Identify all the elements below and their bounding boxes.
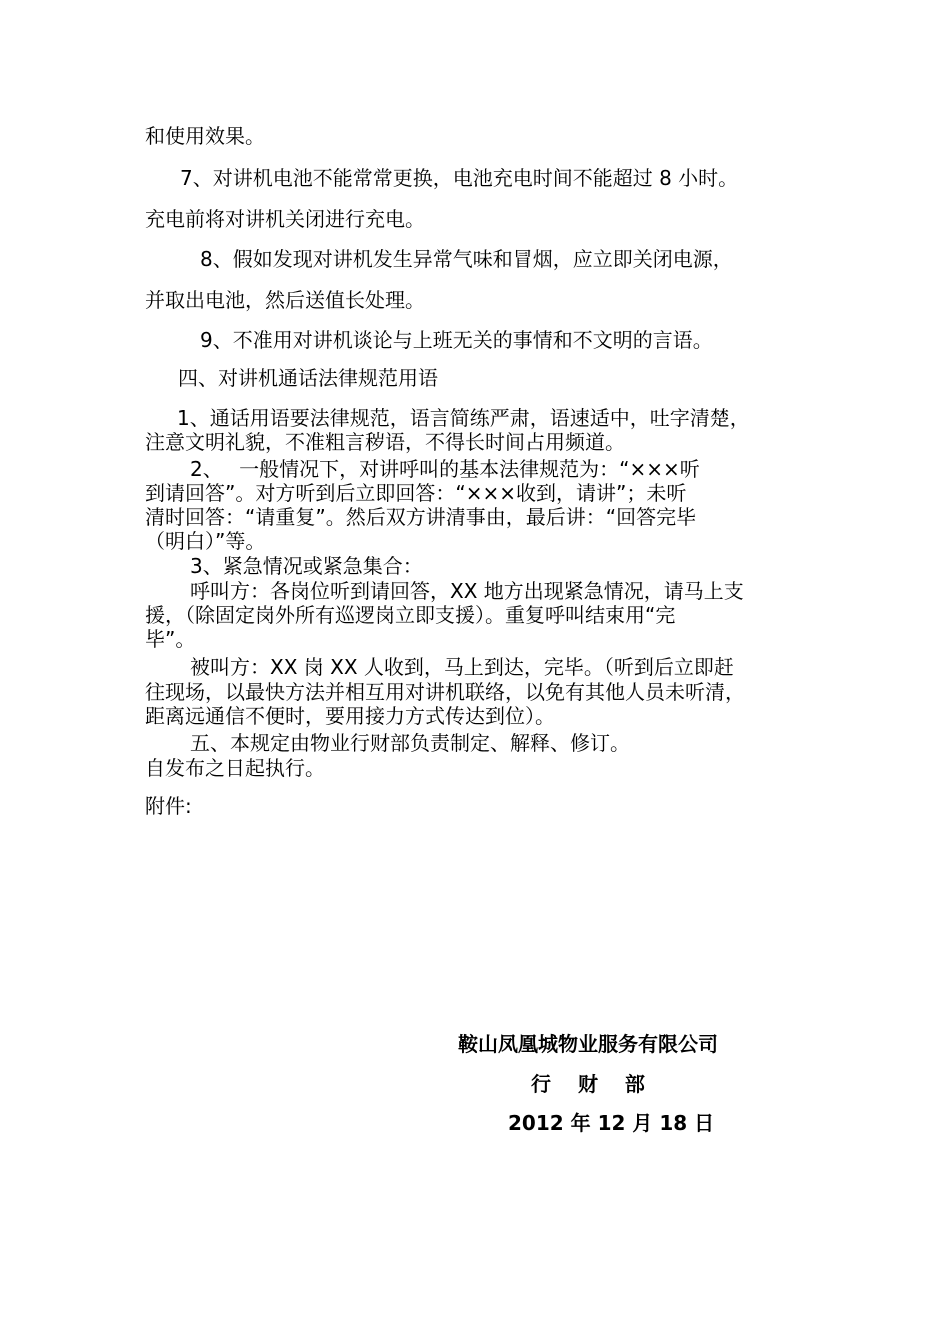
body-line: （明白）”等。 bbox=[145, 529, 266, 553]
body-line: 1、通话用语要法律规范，语言简练严肃，语速适中，吐字清楚， bbox=[177, 406, 750, 430]
department-name: 行 财 部 bbox=[531, 1072, 645, 1096]
body-line: 注意文明礼貌，不准粗言秽语，不得长时间占用频道。 bbox=[145, 430, 625, 454]
body-line: 往现场，以最快方法并相互用对讲机联络，以免有其他人员未听清， bbox=[145, 680, 745, 704]
body-line: 毕”。 bbox=[145, 627, 196, 651]
body-line: 充电前将对讲机关闭进行充电。 bbox=[145, 207, 425, 231]
body-line: 7、对讲机电池不能常常更换，电池充电时间不能超过 8 小时。 bbox=[180, 166, 739, 190]
body-line: 清时回答：“请重复”。然后双方讲清事由，最后讲：“回答完毕 bbox=[145, 505, 697, 529]
body-line: 呼叫方：各岗位听到请回答，XX 地方出现紧急情况，请马上支 bbox=[190, 579, 744, 603]
body-line: 援，（除固定岗外所有巡逻岗立即支援）。重复呼叫结束用“完 bbox=[145, 603, 676, 627]
body-line: 被叫方：XX 岗 XX 人收到，马上到达，完毕。（听到后立即赶 bbox=[190, 655, 734, 679]
attachment-label: 附件: bbox=[145, 794, 192, 818]
body-line: 并取出电池，然后送值长处理。 bbox=[145, 288, 425, 312]
body-line: 自发布之日起执行。 bbox=[145, 756, 325, 780]
body-line: 距离远通信不便时，要用接力方式传达到位）。 bbox=[145, 704, 555, 728]
company-name: 鞍山凤凰城物业服务有限公司 bbox=[458, 1032, 718, 1056]
body-line: 2、 一般情况下，对讲呼叫的基本法律规范为：“×××听 bbox=[190, 457, 700, 481]
body-line: 8、假如发现对讲机发生异常气味和冒烟，应立即关闭电源， bbox=[200, 247, 733, 271]
body-line: 3、紧急情况或紧急集合： bbox=[190, 554, 423, 578]
issue-date: 2012 年 12 月 18 日 bbox=[508, 1111, 715, 1135]
body-line: 到请回答”。对方听到后立即回答：“×××收到，请讲”；未听 bbox=[145, 481, 687, 505]
body-line: 和使用效果。 bbox=[145, 124, 265, 148]
section-heading: 四、对讲机通话法律规范用语 bbox=[178, 366, 438, 390]
section-heading: 五、本规定由物业行财部负责制定、解释、修订。 bbox=[190, 731, 630, 755]
body-line: 9、不准用对讲机谈论与上班无关的事情和不文明的言语。 bbox=[200, 328, 713, 352]
